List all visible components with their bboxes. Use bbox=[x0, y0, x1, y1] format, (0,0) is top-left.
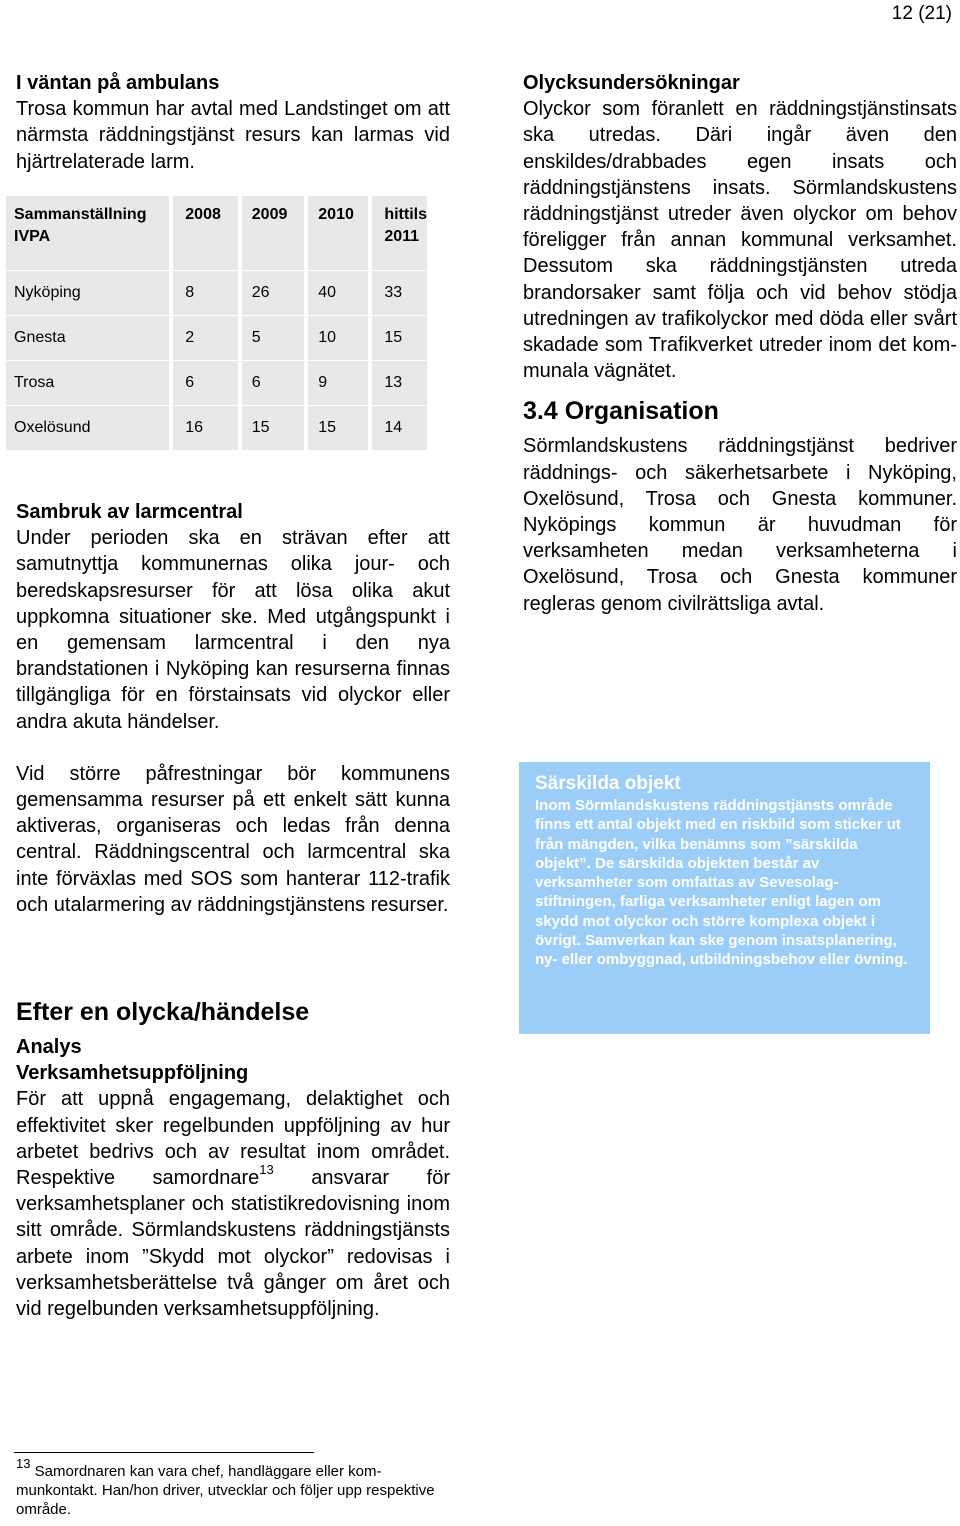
table-cell: 8 bbox=[173, 271, 242, 316]
olycksundersokningar-text: Olyckor som föranlett en räddningstjänstinsats ska utredas. Däri ingår även den enskildes/drabbades egen insats och räddningstjänstens insats. Sörmlandskustens räddningstjänst utreder även olyckor om behov föreligger från annan kommunal verksamhet. Dessutom ska räddningstjänsten utreda brandorsaker samt följa och vid behov stödja utredningen av trafikolyckor med döda eller svårt skadade som Trafikverket utreder inom det kommunala vägnätet. bbox=[523, 98, 957, 383]
table-cell: 15 bbox=[372, 316, 427, 361]
infobox-title: Särskilda objekt bbox=[535, 773, 681, 794]
footnote bbox=[16, 1456, 436, 1519]
right-column bbox=[523, 70, 957, 617]
analys-heading: Analys bbox=[16, 1036, 82, 1058]
larmcentral-heading: Sambruk av larmcentral bbox=[16, 501, 243, 523]
table-row bbox=[6, 406, 427, 451]
ambulans-heading: I väntan på ambulans bbox=[16, 72, 220, 94]
footnote-ref: 13 bbox=[259, 1162, 274, 1178]
text-part: För att uppnå engagemang, delaktighet och effektivitet sker regelbunden uppföljning av hur arbetet bedrivs och av resultat inom området. Respektive samordnare bbox=[16, 1088, 450, 1190]
table-cell: 6 bbox=[173, 361, 242, 406]
verksamhetsuppfoljning-text bbox=[16, 1086, 450, 1322]
table-cell: Trosa bbox=[6, 361, 173, 406]
table-header: hittils 2011 bbox=[372, 196, 427, 271]
table-row bbox=[6, 271, 427, 316]
table-cell: 16 bbox=[173, 406, 242, 451]
table-cell: 6 bbox=[242, 361, 309, 406]
footnote-number: 13 bbox=[16, 1456, 31, 1471]
footnote-text: Samordnaren kan vara chef, handläggare eller kommunkontakt. Han/hon driver, utvecklar och följer upp respektive område. bbox=[16, 1463, 435, 1518]
table-cell: 33 bbox=[372, 271, 427, 316]
table-cell: Oxelösund bbox=[6, 406, 173, 451]
larmcentral-paragraph-1: Under perioden ska en strävan efter att samutnyttja kommunernas olika jour- och beredskapsresurser för att lösa olika akut uppkomna situationer ske. Med utgångspunkt i en gemensam larmcentral i den nya brandstationen i Nyköping kan resurserna finnas tillgängliga för en förstainsats vid olyckor eller andra akuta händelser. bbox=[16, 527, 450, 733]
table-cell: 13 bbox=[372, 361, 427, 406]
sarskilda-objekt-box bbox=[519, 762, 930, 1034]
infobox-text: Inom Sörmlandskustens räddningstjänsts område finns ett antal objekt med en riskbild som sticker ut från mängden, vilka benämns som ”särskilda objekt”. De särskilda objekten består av verksamheter som omfattas av Sevesolagstiftningen, farliga verksamheter enligt lagen om skydd mot olyckor och större komplexa objekt i övrigt. Samverkan kan ske genom insatsplanering, ny- eller ombyggnad, utbildningsbehov eller övning. bbox=[535, 797, 908, 969]
table-header-row bbox=[6, 196, 427, 271]
table-cell: Gnesta bbox=[6, 316, 173, 361]
page-number: 12 (21) bbox=[891, 3, 952, 24]
larmcentral-section bbox=[16, 499, 450, 918]
organisation-heading: 3.4 Organisation bbox=[523, 397, 719, 426]
table-row bbox=[6, 361, 427, 406]
efter-heading: Efter en olycka/händelse bbox=[16, 998, 310, 1026]
larmcentral-paragraph-2: Vid större påfrestningar bör kommunens gemensamma resurser på ett enkelt sätt kunna aktiveras, organiseras och ledas från denna central. Räddningscentral och larmcentral ska inte förväxlas med SOS som hanterar 112-trafik och utalarmering av räddningstjänstens resurser. bbox=[16, 762, 450, 916]
table-cell: Nyköping bbox=[6, 271, 173, 316]
efter-section bbox=[16, 997, 450, 1322]
table-header: Sammanställning IVPA bbox=[6, 196, 173, 271]
text-part: ansvarar för verksamhetsplaner och statistikredovisning inom sitt område. Sörmlandskustens räddningstjänsts arbete inom ”Skydd mot olyckor” redovisas i verksamhetsberättelse två gånger om året och vid regelbunden verksamhetsuppföljning. bbox=[16, 1167, 450, 1321]
left-column bbox=[16, 70, 450, 175]
table-cell: 26 bbox=[242, 271, 309, 316]
table-header: 2010 bbox=[308, 196, 372, 271]
table-cell: 9 bbox=[308, 361, 372, 406]
verksamhetsuppfoljning-heading: Verksamhetsuppföljning bbox=[16, 1062, 249, 1085]
organisation-text: Sörmlandskustens räddningstjänst bedriver räddnings- och säkerhetsarbete i Nyköping, Oxelösund, Trosa och Gnesta kommuner. Nyköpings kommun är huvudman för verksamheten medan verksamheterna i Oxelösund, Trosa och Gnesta kommuner regleras genom civilrättsliga avtal. bbox=[523, 435, 957, 615]
table-cell: 14 bbox=[372, 406, 427, 451]
olycksundersokningar-heading: Olycksundersökningar bbox=[523, 72, 740, 94]
table-cell: 2 bbox=[173, 316, 242, 361]
table-cell: 5 bbox=[242, 316, 309, 361]
table-header: 2008 bbox=[173, 196, 242, 271]
table-cell: 10 bbox=[308, 316, 372, 361]
ambulans-text: Trosa kommun har avtal med Landstinget om att närmsta räddningstjänst resurs kan larmas vid hjärtrelaterade larm. bbox=[16, 98, 450, 173]
ivpa-table bbox=[6, 196, 427, 451]
table-row bbox=[6, 316, 427, 361]
table-cell: 40 bbox=[308, 271, 372, 316]
table-cell: 15 bbox=[308, 406, 372, 451]
table-header: 2009 bbox=[242, 196, 309, 271]
table-cell: 15 bbox=[242, 406, 309, 451]
footnote-divider bbox=[14, 1452, 314, 1453]
